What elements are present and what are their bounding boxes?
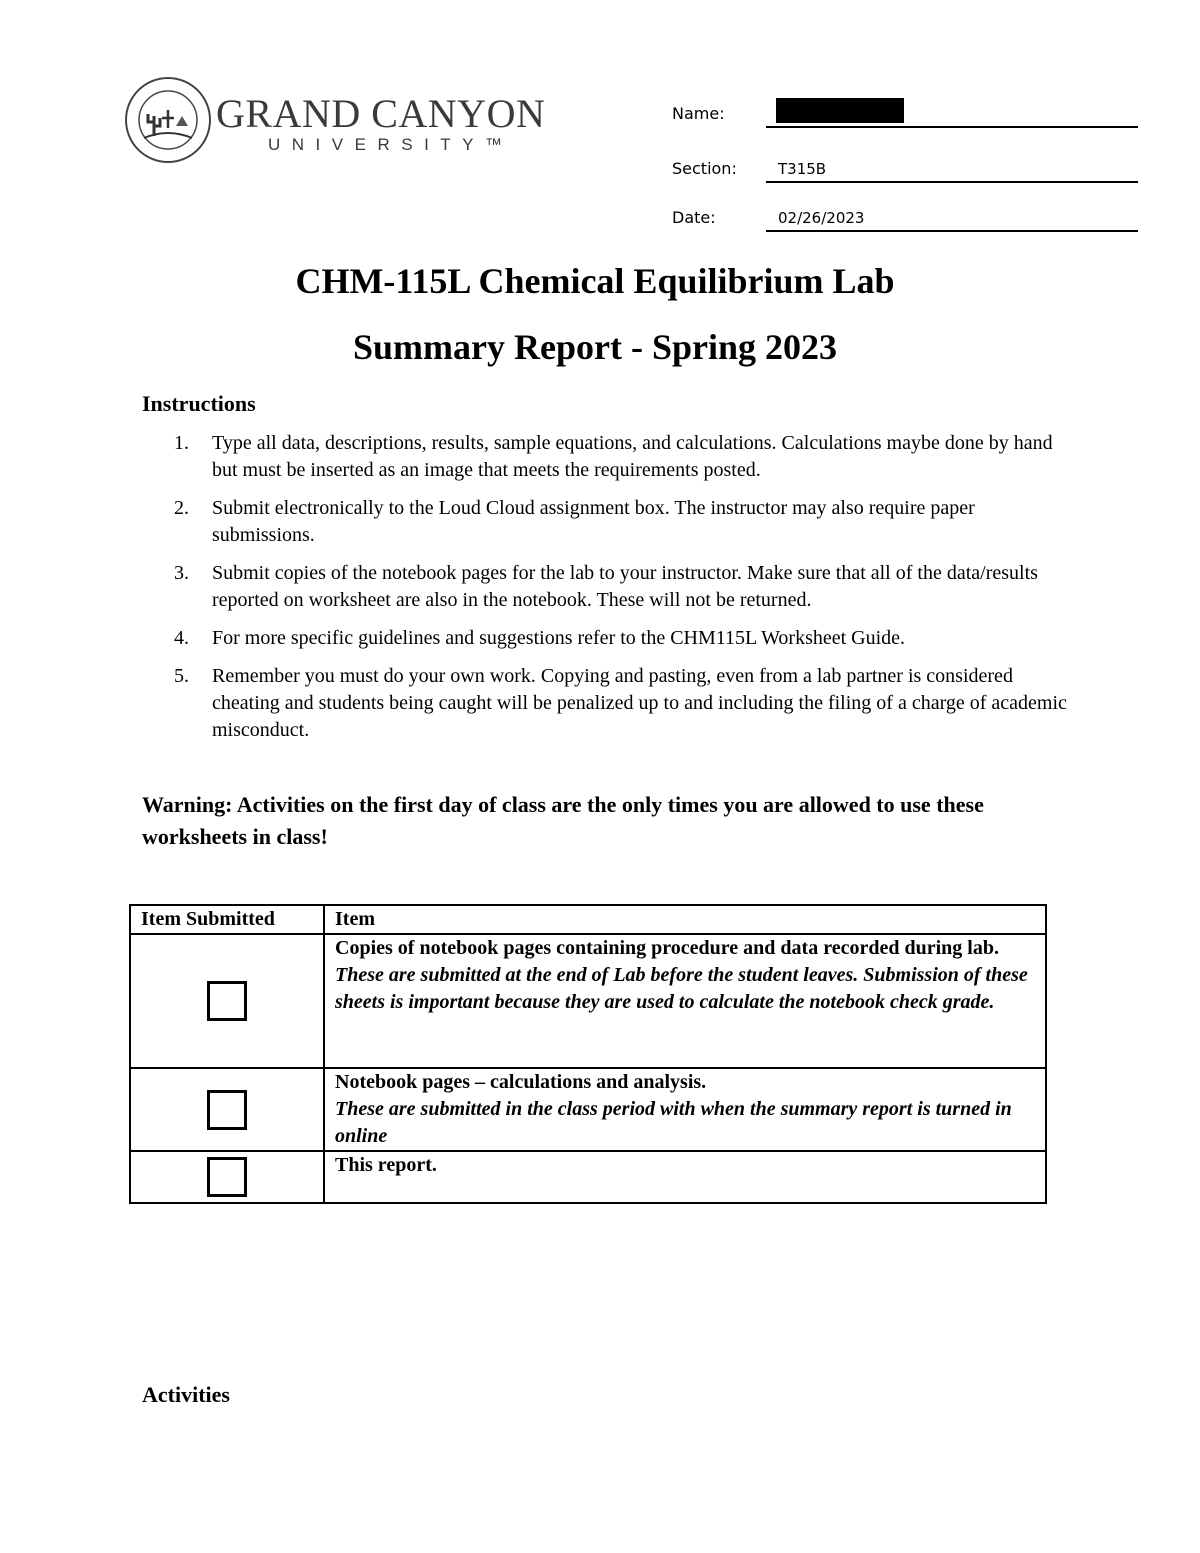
instructions-heading: Instructions bbox=[142, 391, 256, 416]
checkbox-this-report[interactable] bbox=[207, 1157, 247, 1197]
checkbox-cell bbox=[130, 1151, 324, 1203]
checkbox-notebook-copies[interactable] bbox=[207, 981, 247, 1021]
instructions-list bbox=[142, 430, 1072, 755]
instruction-item: 2. Submit electronically to the Loud Cloud assignment box. The instructor may also require paper submissions. bbox=[174, 497, 975, 546]
date-value: 02/26/2023 bbox=[778, 209, 865, 227]
table-row bbox=[130, 1151, 1046, 1203]
checkbox-cell bbox=[130, 934, 324, 1068]
date-label: Date: bbox=[672, 208, 716, 227]
item-cell: Copies of notebook pages containing procedure and data recorded during lab. These are submitted at the end of Lab before the student leaves. Submission of these sheets is important because they are used to calculate the notebook check grade. bbox=[324, 934, 1046, 1068]
table-row bbox=[130, 1068, 1046, 1151]
section-label: Section: bbox=[672, 159, 737, 178]
logo-wordmark-grand-canyon: GRAND CANYON bbox=[216, 91, 546, 136]
page-title: CHM-115L Chemical Equilibrium Lab bbox=[295, 261, 895, 301]
name-label: Name: bbox=[672, 104, 725, 123]
university-logo bbox=[124, 72, 546, 162]
instruction-item: 3. Submit copies of the notebook pages for the lab to your instructor. Make sure that all of the data/results reported on worksheet are also in the notebook. These will not be returned. bbox=[174, 562, 1038, 611]
table-header-row bbox=[130, 905, 1046, 934]
section-value: T315B bbox=[778, 160, 827, 178]
item-cell: This report. bbox=[324, 1151, 1046, 1203]
checkbox-cell bbox=[130, 1068, 324, 1151]
warning-text: Warning: Activities on the first day of class are the only times you are allowed to use these worksheets in class! bbox=[142, 792, 984, 849]
activities-heading: Activities bbox=[142, 1382, 230, 1407]
header-item-submitted: Item Submitted bbox=[130, 905, 324, 934]
instruction-item: 1. Type all data, descriptions, results, sample equations, and calculations. Calculations maybe done by hand but must be inserted as an image that meets the requirements posted. bbox=[174, 432, 1053, 481]
checkbox-notebook-calculations[interactable] bbox=[207, 1090, 247, 1130]
name-redaction bbox=[776, 98, 904, 123]
item-cell: Notebook pages – calculations and analysis. These are submitted in the class period with when the summary report is turned in online bbox=[324, 1068, 1046, 1151]
header-item: Item bbox=[324, 905, 1046, 934]
instruction-item: 5. Remember you must do your own work. Copying and pasting, even from a lab partner is considered cheating and students being caught will be penalized up to and including the filing of a charge of academic misconduct. bbox=[174, 665, 1067, 741]
logo-wordmark-university: UNIVERSITY™ bbox=[268, 135, 514, 154]
instruction-item: 4. For more specific guidelines and suggestions refer to the CHM115L Worksheet Guide. bbox=[174, 627, 906, 649]
university-seal-icon bbox=[124, 76, 212, 164]
table-row bbox=[130, 934, 1046, 1068]
page-subtitle: Summary Report - Spring 2023 bbox=[353, 327, 837, 367]
submission-table bbox=[129, 904, 1047, 1204]
